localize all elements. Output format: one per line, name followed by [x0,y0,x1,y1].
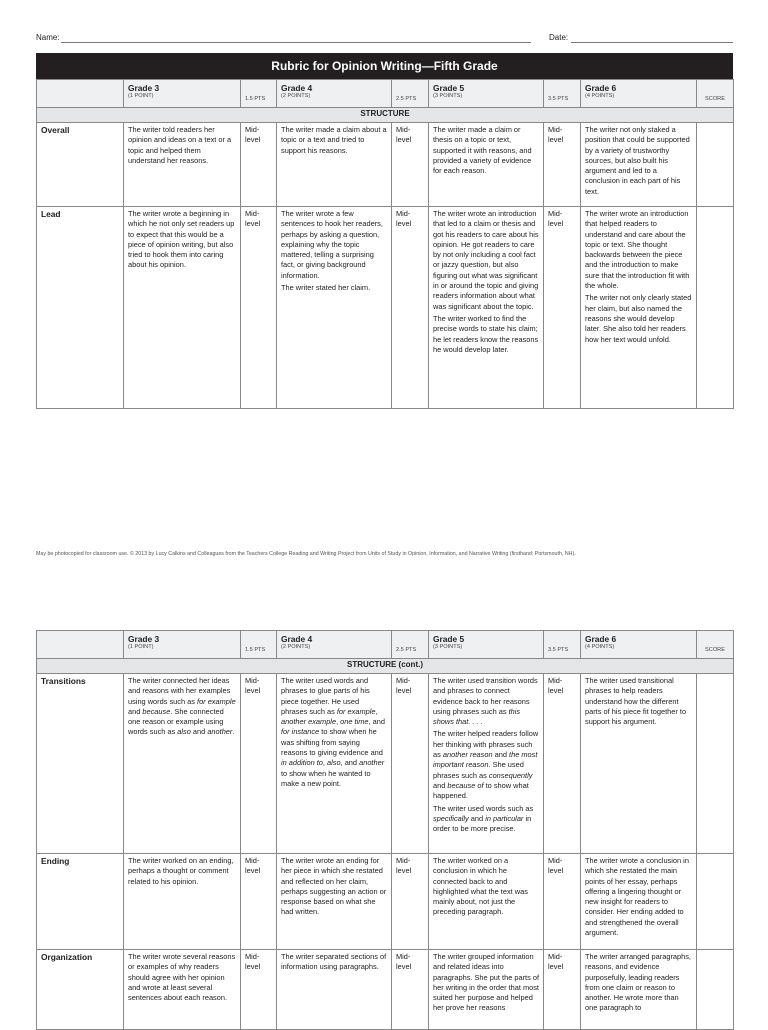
mid-level: Mid-level [544,674,581,854]
row-label: Overall [37,123,124,207]
score-cell[interactable] [697,854,734,950]
lead-grade-5 [429,207,544,409]
organization-grade-6: The writer arranged paragraphs, reasons, and evidence purposefully, leading readers from one claim or reason to another. He wrote more than one paragraph to [581,950,697,1030]
mid-pts-3: 3.5 PTS [544,80,581,108]
lead-grade-3: The writer wrote a beginning in which he not only set readers up to expect that this would be a piece of opinion writing, but also tried to hook them into caring about his opinion. [124,207,241,409]
section-structure-cont: STRUCTURE (cont.) [37,659,734,674]
transitions-grade-5 [429,674,544,854]
blank-corner [37,80,124,108]
row-lead [37,207,734,409]
transitions-g5-para-1: The writer used transition words and phrases to connect evidence back to her reasons using phrases such as this shows that. . . . [433,676,538,727]
mid-level: Mid-level [392,207,429,409]
row-label: Lead [37,207,124,409]
row-transitions [37,674,734,854]
grade-3-header: Grade 3 (1 POINT) [124,80,241,108]
mid-level: Mid-level [544,854,581,950]
transitions-grade-4: The writer used words and phrases to glue parts of his piece together. He used phrases such as for example, another example, one time, and for instance to show when he was shifting from saying reasons to giving evidence and in addition to, also, and another to show when he wanted to make a new point. [277,674,392,854]
mid-pts-2: 2.5 PTS [392,80,429,108]
lead-g4-para-2: The writer stated her claim. [281,283,371,293]
grade-4-header: Grade 4 (2 POINTS) [277,80,392,108]
mid-level: Mid-level [241,207,277,409]
score-cell[interactable] [697,207,734,409]
grade-6-header: Grade 6 (4 POINTS) [581,80,697,108]
overall-grade-6: The writer not only staked a position that could be supported by a variety of trustworthy sources, but also built his argument and led to a conclusion in each part of his text. [581,123,697,207]
grade-3-header: Grade 3 (1 POINT) [124,631,241,659]
lead-g4-para-1: The writer wrote a few sentences to hook her readers, perhaps by asking a question, explaining why the topic mattered, telling a surprising fact, or giving background information. [281,209,383,280]
organization-grade-4: The writer separated sections of information using paragraphs. [277,950,392,1030]
ending-grade-4: The writer wrote an ending for her piece in which she restated and reflected on her claim, perhaps suggesting an action or response based on what she had written. [277,854,392,950]
name-label: Name: [36,33,60,42]
mid-level: Mid-level [544,123,581,207]
lead-g5-para-2: The writer worked to find the precise words to state his claim; he let readers know the reasons he would develop later. [433,313,539,354]
score-cell[interactable] [697,123,734,207]
grade-header-row [37,80,734,108]
row-overall [37,123,734,207]
score-header: SCORE [697,80,734,108]
overall-grade-4: The writer made a claim about a topic or a text and tried to support his reasons. [277,123,392,207]
mid-pts-1: 1.5 PTS [241,80,277,108]
grade-header-row [37,631,734,659]
lead-grade-6 [581,207,697,409]
transitions-g5-para-3: The writer used words such as specifically and in particular in order to be more precise. [433,803,534,834]
ending-grade-3: The writer worked on an ending, perhaps a thought or comment related to his opinion. [124,854,241,950]
row-organization [37,950,734,1030]
section-structure: STRUCTURE [37,108,734,123]
blank-corner [37,631,124,659]
copyright-footer: May be photocopied for classroom use. © 2013 by Lucy Calkins and Colleagues from the Teachers College Reading and Writing Project from Units of Study in Opinion, Information, and Narrative Writing (firsthand: Portsmouth, NH). [36,551,576,557]
transitions-grade-3: The writer connected her ideas and reasons with her examples using words such as for example and because. She connected one reason or example using words such as also and another. [124,674,241,854]
grade-5-header: Grade 5 (3 POINTS) [429,80,544,108]
transitions-grade-6: The writer used transitional phrases to help readers understand how the different parts of his piece fit together to support his argument. [581,674,697,854]
rubric-title: Rubric for Opinion Writing—Fifth Grade [36,53,733,79]
ending-grade-6: The writer wrote a conclusion in which she restated the main points of her essay, perhaps offering a lingering thought or new insight for readers to consider. Her ending added to and strengthened the overall argument. [581,854,697,950]
ending-grade-5: The writer worked on a conclusion in which he connected back to and highlighted what the text was mainly about, not just the preceding paragraph. [429,854,544,950]
mid-level: Mid-level [241,123,277,207]
organization-grade-3: The writer wrote several reasons or examples of why readers should agree with her opinion and wrote at least several sentences about each reason. [124,950,241,1030]
organization-grade-5: The writer grouped information and related ideas into paragraphs. She put the parts of her writing in the order that most suited her purpose and helped her prove her reasons [429,950,544,1030]
mid-level: Mid-level [392,950,429,1030]
rubric-table-structure-cont [36,630,734,1030]
mid-level: Mid-level [392,854,429,950]
mid-level: Mid-level [241,674,277,854]
score-header: SCORE [697,631,734,659]
grade-6-header: Grade 6 (4 POINTS) [581,631,697,659]
grade-4-header: Grade 4 (2 POINTS) [277,631,392,659]
grade-5-header: Grade 5 (3 POINTS) [429,631,544,659]
mid-level: Mid-level [544,950,581,1030]
row-label: Ending [37,854,124,950]
mid-level: Mid-level [392,674,429,854]
rubric-table-structure [36,79,734,409]
date-line[interactable] [571,42,733,43]
lead-g6-para-2: The writer not only clearly stated her claim, but also named the reasons she would develop later. She also told her readers how her text would unfold. [585,293,692,344]
mid-pts-2: 2.5 PTS [392,631,429,659]
mid-level: Mid-level [241,854,277,950]
name-line[interactable] [61,42,531,43]
row-label: Organization [37,950,124,1030]
overall-grade-3: The writer told readers her opinion and ideas on a text or a topic and helped them understand her reasons. [124,123,241,207]
mid-level: Mid-level [241,950,277,1030]
date-label: Date: [549,33,569,42]
mid-pts-1: 1.5 PTS [241,631,277,659]
lead-grade-4 [277,207,392,409]
lead-g6-para-1: The writer wrote an introduction that helped readers to understand and care about the topic or text. She thought backwards between the piece and the introduction to make sure that the introduction fit with the whole. [585,209,690,291]
score-cell[interactable] [697,950,734,1030]
overall-grade-5: The writer made a claim or thesis on a topic or text, supported it with reasons, and provided a variety of evidence for each reason. [429,123,544,207]
lead-g5-para-1: The writer wrote an introduction that led to a claim or thesis and got his readers to care about his opinion. He got readers to care by not only including a cool fact or jazzy question, but also figuring out what was significant in or around the topic and giving readers information about what was significant about the topic. [433,209,539,311]
row-ending [37,854,734,950]
name-date-header [36,33,733,45]
mid-pts-3: 3.5 PTS [544,631,581,659]
score-cell[interactable] [697,674,734,854]
row-label: Transitions [37,674,124,854]
mid-level: Mid-level [392,123,429,207]
mid-level: Mid-level [544,207,581,409]
transitions-g5-para-2: The writer helped readers follow her thinking with phrases such as another reason and the most important reason. She used phrases such as consequently and because of to show what happened. [433,729,539,801]
